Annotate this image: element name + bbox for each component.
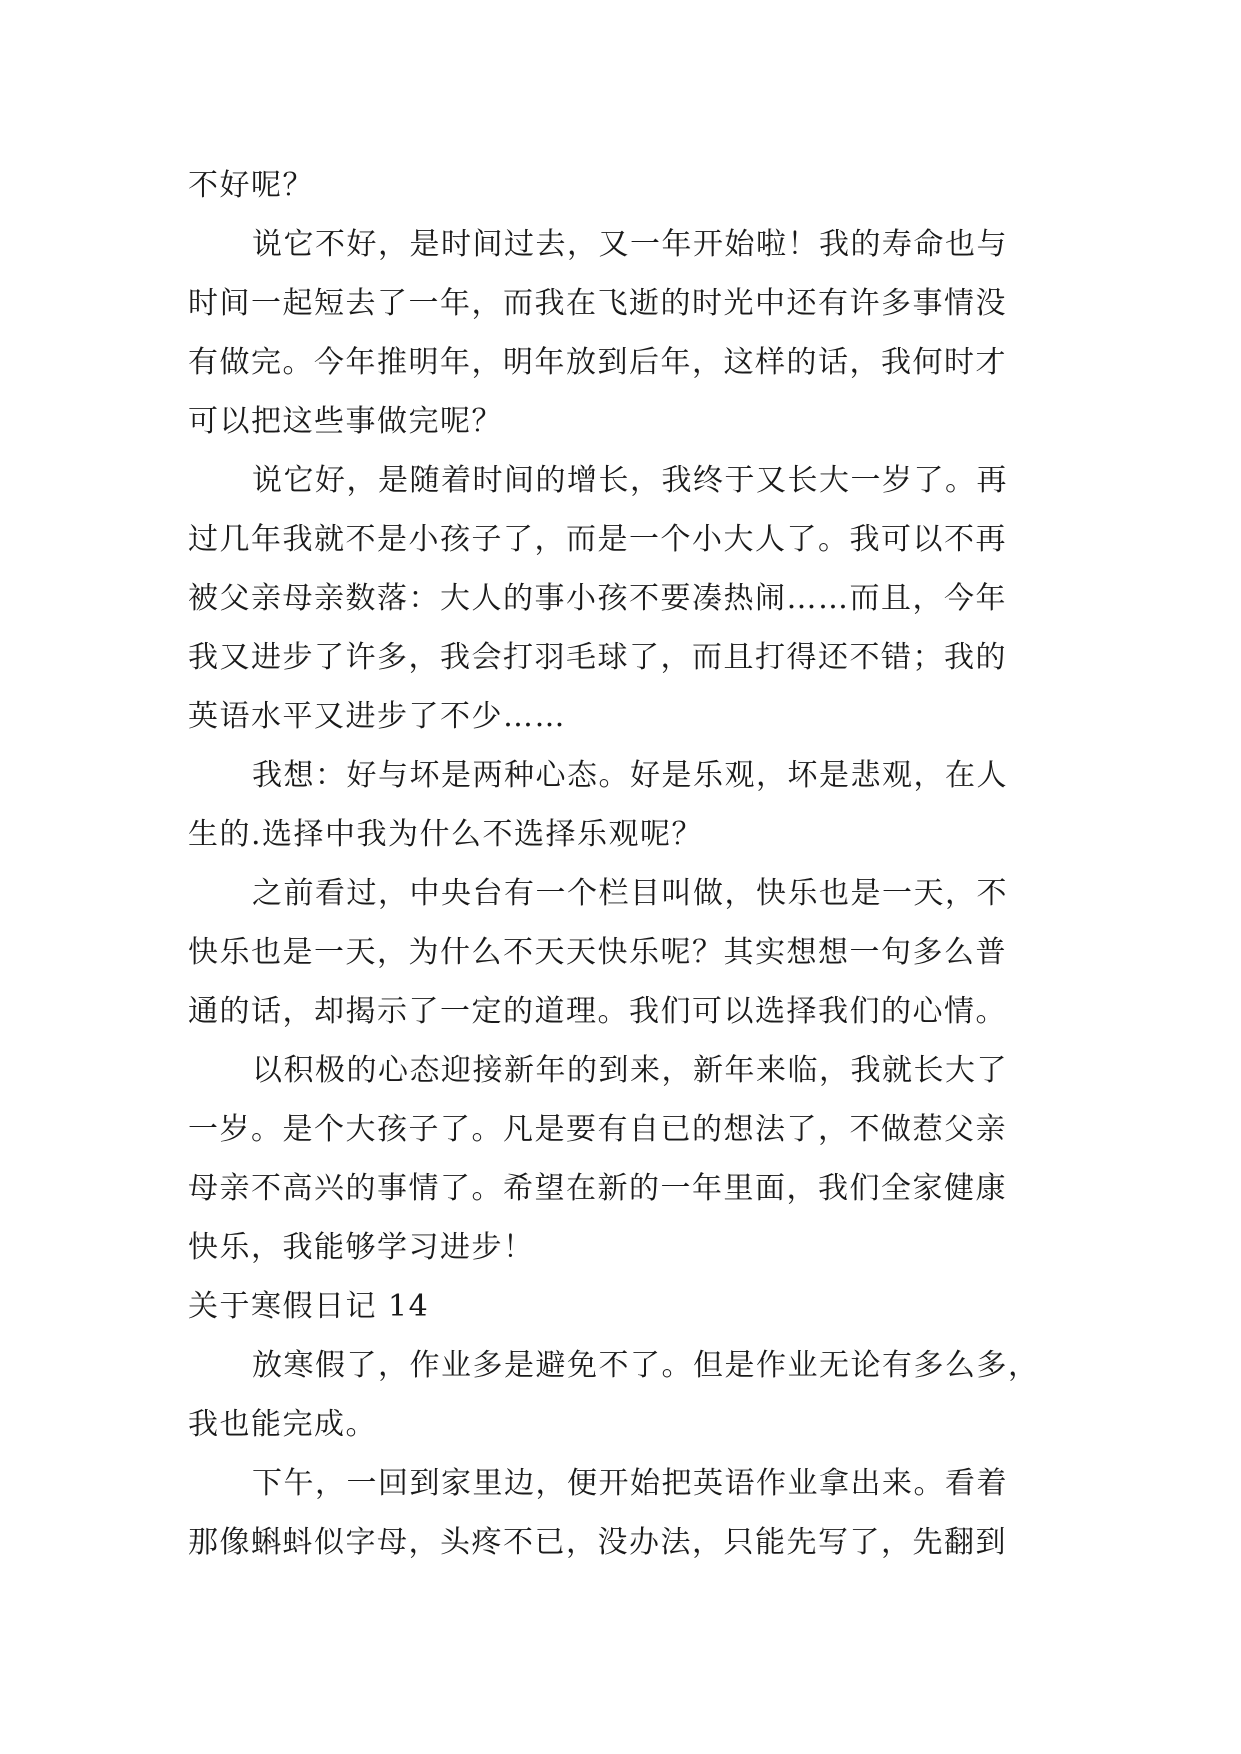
text-line: 通的话，却揭示了一定的道理。我们可以选择我们的心情。 bbox=[188, 994, 1007, 1029]
text-line: 英语水平又进步了不少…… bbox=[188, 699, 566, 734]
text-line: 生的.选择中我为什么不选择乐观呢？ bbox=[188, 817, 704, 852]
text-line: 可以把这些事做完呢？ bbox=[188, 404, 503, 439]
paragraph-first-line: 之前看过，中央台有一个栏目叫做，快乐也是一天，不 bbox=[252, 876, 1008, 911]
paragraph-first-line: 我想：好与坏是两种心态。好是乐观，坏是悲观，在人 bbox=[252, 758, 1008, 793]
text-line: 时间一起短去了一年，而我在飞逝的时光中还有许多事情没 bbox=[188, 286, 1007, 321]
text-line: 那像蝌蚪似字母，头疼不已，没办法，只能先写了，先翻到 bbox=[188, 1525, 1007, 1560]
paragraph-first-line: 下午，一回到家里边，便开始把英语作业拿出来。看着 bbox=[252, 1466, 1008, 1501]
text-line: 被父亲母亲数落：大人的事小孩不要凑热闹……而且，今年 bbox=[188, 581, 1007, 616]
text-line: 我又进步了许多，我会打羽毛球了，而且打得还不错；我的 bbox=[188, 640, 1007, 675]
paragraph-first-line: 说它不好，是时间过去，又一年开始啦！我的寿命也与 bbox=[252, 227, 1008, 262]
text-line: 不好呢？ bbox=[188, 168, 314, 203]
text-line: 快乐也是一天，为什么不天天快乐呢？其实想想一句多么普 bbox=[188, 935, 1007, 970]
text-line: 过几年我就不是小孩子了，而是一个小大人了。我可以不再 bbox=[188, 522, 1007, 557]
document-body bbox=[188, 156, 1068, 1572]
text-line: 一岁。是个大孩子了。凡是要有自已的想法了，不做惹父亲 bbox=[188, 1112, 1007, 1147]
paragraph-first-line: 以积极的心态迎接新年的到来，新年来临，我就长大了 bbox=[252, 1053, 1008, 1088]
text-line: 有做完。今年推明年，明年放到后年，这样的话，我何时才 bbox=[188, 345, 1007, 380]
text-line: 母亲不高兴的事情了。希望在新的一年里面，我们全家健康 bbox=[188, 1171, 1007, 1206]
section-heading: 关于寒假日记 14 bbox=[188, 1289, 430, 1324]
text-line: 我也能完成。 bbox=[188, 1407, 377, 1442]
text-line: 快乐，我能够学习进步！ bbox=[188, 1230, 535, 1265]
paragraph-first-line: 说它好，是随着时间的增长，我终于又长大一岁了。再 bbox=[252, 463, 1008, 498]
paragraph-first-line: 放寒假了，作业多是避免不了。但是作业无论有多么多， bbox=[252, 1348, 1040, 1383]
